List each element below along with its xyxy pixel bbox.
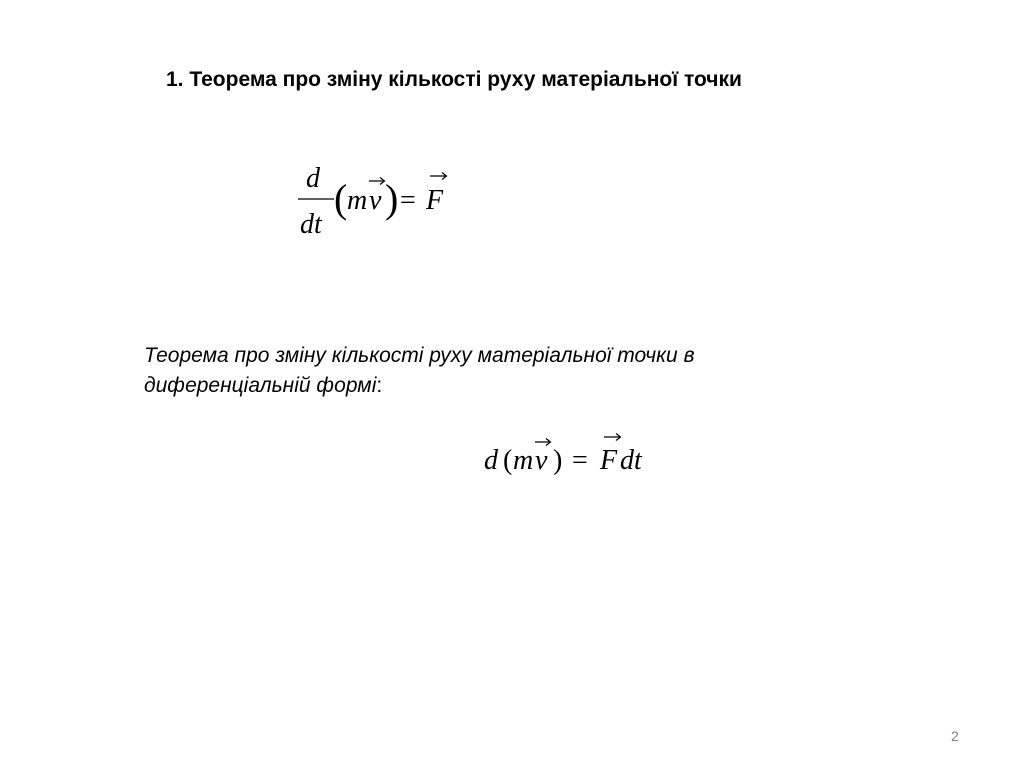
formula-1-right-paren: ) [385,176,399,221]
formula-1-force: F [426,185,444,216]
formula-1-velocity-vector-arrow-icon [369,178,385,185]
formula-2-dt: dt [620,445,642,476]
formula-1-mass: m [347,185,368,216]
theorem-description [144,341,844,401]
formula-1-force-vector-arrow-icon [430,173,447,180]
formula-1-left-paren: ( [334,176,348,221]
formula-1-numerator: d [306,163,320,194]
formula-1-equals: = [400,185,416,216]
formula-derivative-form [290,155,470,250]
formula-1-velocity: v [369,185,382,216]
theorem-description-line-1: Теорема про зміну кількості руху матеріальної точки в [144,344,695,367]
page-number: 2 [951,728,959,744]
formula-2-force-vector-arrow-icon [604,434,621,441]
theorem-description-line-2: диференціальній формі [144,374,377,397]
slide-title: 1. Теорема про зміну кількості руху матеріальної точки [166,68,742,91]
theorem-description-colon: : [376,374,383,397]
formula-2-right-paren: ) [553,445,563,476]
formula-2-force: F [600,445,618,476]
formula-2-equals: = [572,445,588,476]
formula-2-velocity: v [535,445,548,476]
formula-2-d: d [484,445,498,476]
formula-2-left-paren: ( [503,445,513,476]
formula-2-mass: m [513,445,534,476]
formula-1-denominator: dt [300,209,322,240]
formula-differential-form [478,430,678,480]
